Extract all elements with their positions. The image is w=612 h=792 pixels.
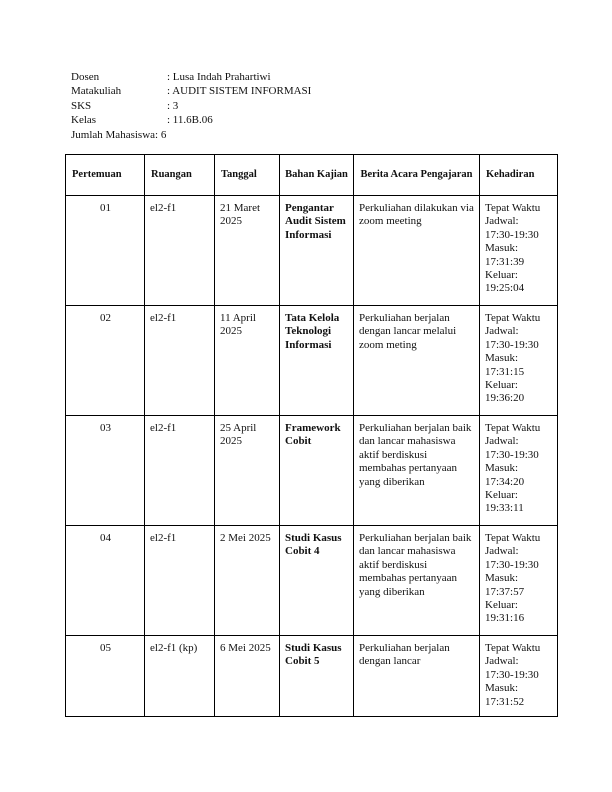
table-header-row — [66, 155, 558, 196]
cell-ruangan: el2-f1 — [145, 196, 215, 306]
cell-pertemuan: 04 — [66, 526, 145, 636]
kehadiran-masuk-label: Masuk: — [485, 572, 518, 585]
info-row-sks — [71, 99, 311, 113]
header-tanggal: Tanggal — [215, 155, 280, 196]
kehadiran-status: Tepat Waktu — [485, 202, 541, 214]
kehadiran-masuk-label: Masuk: — [485, 352, 518, 365]
cell-pertemuan: 05 — [66, 636, 145, 717]
kehadiran-keluar-label: Keluar: — [485, 599, 518, 612]
kehadiran-masuk: 17:34:20 — [485, 475, 525, 488]
kehadiran-status: Tepat Waktu — [485, 422, 541, 434]
cell-tanggal: 6 Mei 2025 — [215, 636, 280, 717]
info-label: SKS — [71, 99, 92, 112]
kehadiran-status: Tepat Waktu — [485, 312, 541, 324]
kehadiran-jadwal-label: Jadwal: — [485, 655, 519, 668]
kehadiran-keluar: 19:25:04 — [485, 282, 525, 295]
cell-pertemuan: 01 — [66, 196, 145, 306]
kehadiran-masuk: 17:31:15 — [485, 365, 525, 378]
header-bahan-kajian: Bahan Kajian — [280, 155, 354, 196]
kehadiran-masuk: 17:31:52 — [485, 695, 525, 708]
cell-kehadiran — [480, 196, 558, 306]
kehadiran-keluar-label: Keluar: — [485, 269, 518, 282]
cell-pertemuan: 02 — [66, 306, 145, 416]
kehadiran-masuk: 17:31:39 — [485, 255, 525, 268]
cell-berita-acara: Perkuliahan berjalan baik dan lancar mahasiswa aktif berdiskusi membahas pertanyaan yang diberikan — [354, 526, 480, 636]
kehadiran-jadwal-label: Jadwal: — [485, 325, 519, 338]
kehadiran-status: Tepat Waktu — [485, 642, 541, 654]
cell-tanggal: 21 Maret 2025 — [215, 196, 280, 306]
cell-ruangan: el2-f1 — [145, 306, 215, 416]
kehadiran-jadwal: 17:30-19:30 — [485, 668, 539, 681]
table-row — [66, 636, 558, 717]
info-value: : 11.6B.06 — [167, 114, 213, 127]
kehadiran-jadwal: 17:30-19:30 — [485, 338, 539, 351]
cell-tanggal: 25 April 2025 — [215, 416, 280, 526]
cell-ruangan: el2-f1 (kp) — [145, 636, 215, 717]
kehadiran-jadwal: 17:30-19:30 — [485, 558, 539, 571]
cell-kehadiran — [480, 526, 558, 636]
table-row — [66, 526, 558, 636]
kehadiran-masuk: 17:37:57 — [485, 585, 525, 598]
table-row — [66, 416, 558, 526]
header-pertemuan: Pertemuan — [66, 155, 145, 196]
info-row-kelas — [71, 113, 311, 127]
kehadiran-jadwal-label: Jadwal: — [485, 215, 519, 228]
cell-kehadiran — [480, 636, 558, 717]
table-row — [66, 306, 558, 416]
cell-berita-acara: Perkuliahan berjalan dengan lancar — [354, 636, 480, 717]
cell-berita-acara: Perkuliahan dilakukan via zoom meeting — [354, 196, 480, 306]
info-value: : 3 — [167, 99, 179, 112]
header-berita-acara: Berita Acara Pengajaran — [354, 155, 480, 196]
info-label: Jumlah Mahasiswa — [71, 128, 156, 141]
info-value: : 6 — [155, 128, 167, 141]
info-row-dosen — [71, 70, 311, 84]
cell-bahan-kajian: Pengantar Audit Sistem Informasi — [280, 196, 354, 306]
cell-bahan-kajian: Studi Kasus Cobit 5 — [280, 636, 354, 717]
cell-berita-acara: Perkuliahan berjalan baik dan lancar mahasiswa aktif berdiskusi membahas pertanyaan yang diberikan — [354, 416, 480, 526]
table-row — [66, 196, 558, 306]
kehadiran-keluar: 19:33:11 — [485, 502, 524, 515]
info-label: Matakuliah — [71, 85, 122, 98]
cell-bahan-kajian: Tata Kelola Teknologi Informasi — [280, 306, 354, 416]
kehadiran-jadwal: 17:30-19:30 — [485, 448, 539, 461]
kehadiran-masuk-label: Masuk: — [485, 462, 518, 475]
kehadiran-keluar: 19:31:16 — [485, 612, 525, 625]
info-label: Kelas — [71, 114, 97, 127]
info-row-jumlah-mahasiswa — [71, 128, 311, 142]
kehadiran-keluar-label: Keluar: — [485, 489, 518, 502]
info-value: : AUDIT SISTEM INFORMASI — [167, 85, 312, 98]
header-ruangan: Ruangan — [145, 155, 215, 196]
cell-pertemuan: 03 — [66, 416, 145, 526]
cell-tanggal: 11 April 2025 — [215, 306, 280, 416]
kehadiran-jadwal: 17:30-19:30 — [485, 228, 539, 241]
cell-ruangan: el2-f1 — [145, 416, 215, 526]
kehadiran-masuk-label: Masuk: — [485, 682, 518, 695]
info-value: : Lusa Indah Prahartiwi — [167, 71, 271, 83]
cell-kehadiran — [480, 306, 558, 416]
kehadiran-jadwal-label: Jadwal: — [485, 545, 519, 558]
kehadiran-masuk-label: Masuk: — [485, 242, 518, 255]
cell-tanggal: 2 Mei 2025 — [215, 526, 280, 636]
cell-berita-acara: Perkuliahan berjalan dengan lancar melalui zoom meting — [354, 306, 480, 416]
kehadiran-keluar-label: Keluar: — [485, 379, 518, 392]
info-row-matakuliah — [71, 84, 311, 98]
cell-bahan-kajian: Framework Cobit — [280, 416, 354, 526]
kehadiran-jadwal-label: Jadwal: — [485, 435, 519, 448]
info-label: Dosen — [71, 71, 100, 83]
kehadiran-status: Tepat Waktu — [485, 532, 541, 544]
course-info — [71, 70, 311, 142]
attendance-table — [65, 154, 558, 717]
kehadiran-keluar: 19:36:20 — [485, 392, 525, 405]
cell-ruangan: el2-f1 — [145, 526, 215, 636]
cell-kehadiran — [480, 416, 558, 526]
cell-bahan-kajian: Studi Kasus Cobit 4 — [280, 526, 354, 636]
header-kehadiran: Kehadiran — [480, 155, 558, 196]
